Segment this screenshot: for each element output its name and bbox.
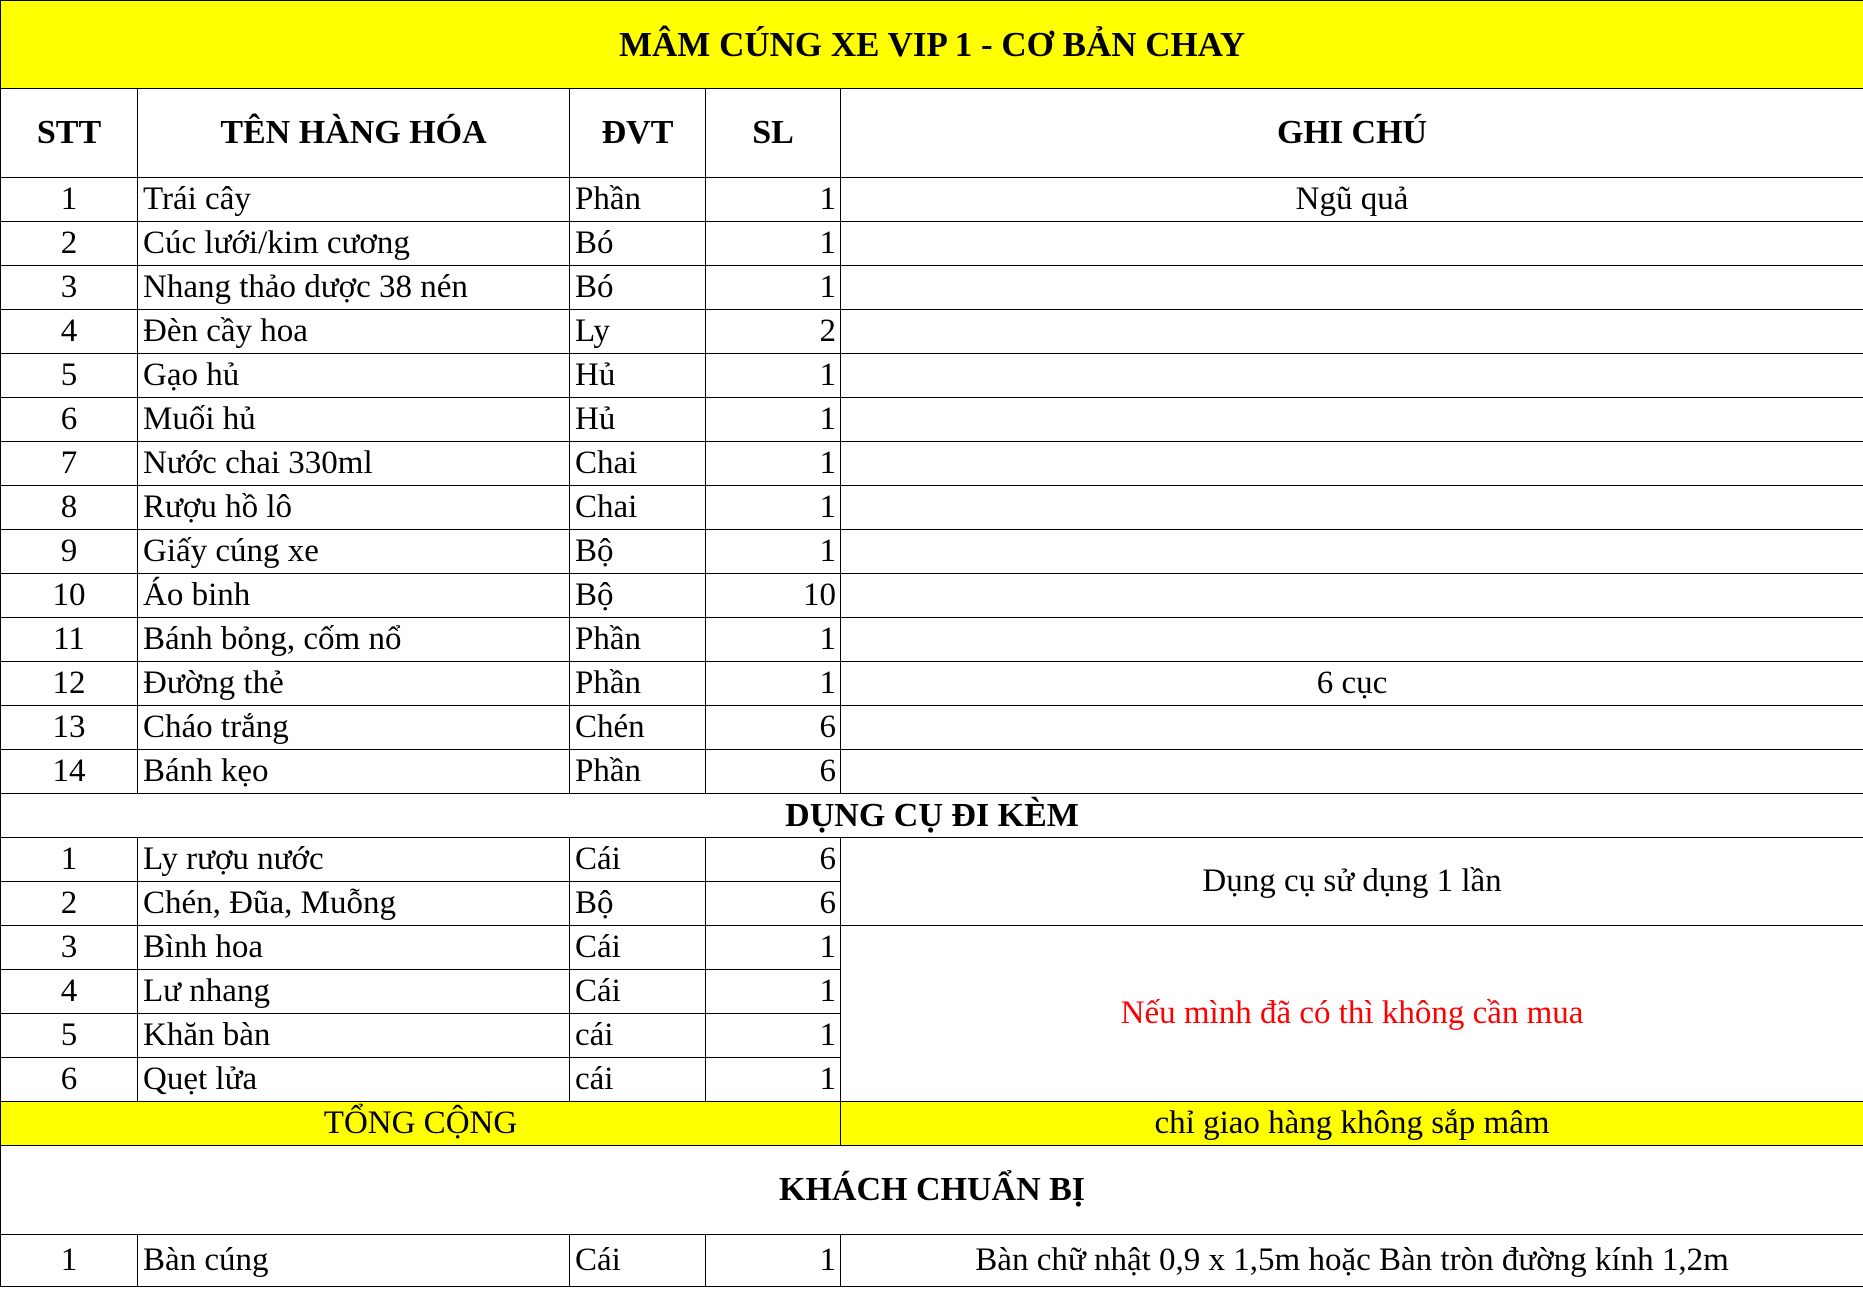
table-row	[1, 178, 1863, 222]
cell-note	[841, 266, 1863, 310]
cell-note: Ngũ quả	[841, 178, 1863, 222]
note-single-use: Dụng cụ sử dụng 1 lần	[841, 838, 1863, 926]
cell-note	[841, 310, 1863, 354]
cell-stt: 6	[1, 1058, 138, 1102]
note-optional: Nếu mình đã có thì không cần mua	[841, 926, 1863, 1102]
table-row	[1, 266, 1863, 310]
cell-name: Khăn bàn	[138, 1014, 570, 1058]
cell-unit: Bộ	[570, 574, 706, 618]
cell-qty: 6	[706, 838, 841, 882]
cell-stt: 1	[1, 178, 138, 222]
cell-name: Đèn cầy hoa	[138, 310, 570, 354]
cell-stt: 6	[1, 398, 138, 442]
cell-qty: 1	[706, 354, 841, 398]
cell-note	[841, 706, 1863, 750]
cell-qty: 1	[706, 178, 841, 222]
cell-name: Nước chai 330ml	[138, 442, 570, 486]
table-row	[1, 750, 1863, 794]
header-row	[1, 89, 1863, 178]
total-label: TỔNG CỘNG	[1, 1102, 841, 1146]
cell-note	[841, 354, 1863, 398]
cell-name: Áo binh	[138, 574, 570, 618]
cell-name: Ly rượu nước	[138, 838, 570, 882]
title-row	[1, 1, 1863, 89]
cell-qty: 1	[706, 1235, 841, 1287]
cell-qty: 1	[706, 926, 841, 970]
table-row	[1, 706, 1863, 750]
cell-unit: Chén	[570, 706, 706, 750]
cell-qty: 1	[706, 442, 841, 486]
cell-stt: 2	[1, 882, 138, 926]
table-row	[1, 662, 1863, 706]
cell-qty: 2	[706, 310, 841, 354]
cell-unit: cái	[570, 1058, 706, 1102]
cell-unit: Bó	[570, 266, 706, 310]
cell-qty: 1	[706, 1058, 841, 1102]
sheet-title: MÂM CÚNG XE VIP 1 - CƠ BẢN CHAY	[1, 1, 1863, 89]
tools-section-title: DỤNG CỤ ĐI KÈM	[1, 794, 1863, 838]
cell-stt: 3	[1, 266, 138, 310]
table-row	[1, 926, 1863, 970]
cell-note	[841, 398, 1863, 442]
header-name: TÊN HÀNG HÓA	[138, 89, 570, 178]
cell-qty: 1	[706, 618, 841, 662]
cell-unit: cái	[570, 1014, 706, 1058]
cell-name: Bánh kẹo	[138, 750, 570, 794]
cell-unit: Phần	[570, 662, 706, 706]
cell-name: Chén, Đũa, Muỗng	[138, 882, 570, 926]
cell-unit: Bộ	[570, 530, 706, 574]
cell-unit: Chai	[570, 442, 706, 486]
cell-name: Muối hủ	[138, 398, 570, 442]
customer-section-title: KHÁCH CHUẨN BỊ	[1, 1146, 1863, 1235]
cell-name: Quẹt lửa	[138, 1058, 570, 1102]
table-row	[1, 354, 1863, 398]
cell-unit: Cái	[570, 1235, 706, 1287]
cell-unit: Bộ	[570, 882, 706, 926]
customer-section-row	[1, 1146, 1863, 1235]
cell-stt: 14	[1, 750, 138, 794]
cell-stt: 1	[1, 838, 138, 882]
table-row	[1, 618, 1863, 662]
cell-stt: 10	[1, 574, 138, 618]
cell-note: Bàn chữ nhật 0,9 x 1,5m hoặc Bàn tròn đường kính 1,2m	[841, 1235, 1863, 1287]
header-stt: STT	[1, 89, 138, 178]
cell-note	[841, 486, 1863, 530]
table-row	[1, 442, 1863, 486]
header-qty: SL	[706, 89, 841, 178]
cell-qty: 1	[706, 222, 841, 266]
cell-stt: 4	[1, 310, 138, 354]
cell-unit: Hủ	[570, 354, 706, 398]
cell-note	[841, 530, 1863, 574]
cell-note	[841, 574, 1863, 618]
table-row	[1, 398, 1863, 442]
cell-qty: 1	[706, 398, 841, 442]
cell-stt: 13	[1, 706, 138, 750]
cell-note	[841, 442, 1863, 486]
cell-unit: Ly	[570, 310, 706, 354]
cell-stt: 2	[1, 222, 138, 266]
cell-unit: Bó	[570, 222, 706, 266]
cell-qty: 1	[706, 970, 841, 1014]
cell-unit: Phần	[570, 178, 706, 222]
cell-qty: 1	[706, 662, 841, 706]
cell-name: Giấy cúng xe	[138, 530, 570, 574]
header-note: GHI CHÚ	[841, 89, 1863, 178]
header-unit: ĐVT	[570, 89, 706, 178]
total-row	[1, 1102, 1863, 1146]
cell-qty: 10	[706, 574, 841, 618]
tools-section-row	[1, 794, 1863, 838]
cell-unit: Chai	[570, 486, 706, 530]
cell-stt: 1	[1, 1235, 138, 1287]
cell-name: Lư nhang	[138, 970, 570, 1014]
cell-stt: 12	[1, 662, 138, 706]
cell-qty: 1	[706, 266, 841, 310]
cell-name: Bình hoa	[138, 926, 570, 970]
cell-qty: 1	[706, 530, 841, 574]
cell-name: Đường thẻ	[138, 662, 570, 706]
cell-unit: Cái	[570, 970, 706, 1014]
cell-stt: 7	[1, 442, 138, 486]
cell-stt: 8	[1, 486, 138, 530]
cell-qty: 6	[706, 706, 841, 750]
table-row	[1, 1235, 1863, 1287]
table-row	[1, 574, 1863, 618]
cell-stt: 5	[1, 354, 138, 398]
cell-stt: 5	[1, 1014, 138, 1058]
cell-note: 6 cục	[841, 662, 1863, 706]
cell-unit: Cái	[570, 926, 706, 970]
table-row	[1, 222, 1863, 266]
cell-name: Bàn cúng	[138, 1235, 570, 1287]
table-row	[1, 486, 1863, 530]
cell-stt: 11	[1, 618, 138, 662]
cell-stt: 9	[1, 530, 138, 574]
cell-name: Rượu hồ lô	[138, 486, 570, 530]
cell-qty: 6	[706, 882, 841, 926]
cell-qty: 6	[706, 750, 841, 794]
cell-note	[841, 618, 1863, 662]
cell-name: Bánh bỏng, cốm nổ	[138, 618, 570, 662]
cell-unit: Phần	[570, 750, 706, 794]
cell-name: Trái cây	[138, 178, 570, 222]
cell-name: Cháo trắng	[138, 706, 570, 750]
cell-name: Gạo hủ	[138, 354, 570, 398]
cell-unit: Phần	[570, 618, 706, 662]
table-row	[1, 310, 1863, 354]
table-row	[1, 838, 1863, 882]
total-note: chỉ giao hàng không sắp mâm	[841, 1102, 1863, 1146]
cell-stt: 3	[1, 926, 138, 970]
cell-unit: Hủ	[570, 398, 706, 442]
cell-stt: 4	[1, 970, 138, 1014]
cell-note	[841, 222, 1863, 266]
cell-qty: 1	[706, 486, 841, 530]
cell-qty: 1	[706, 1014, 841, 1058]
cell-unit: Cái	[570, 838, 706, 882]
cell-note	[841, 750, 1863, 794]
table-row	[1, 530, 1863, 574]
cell-name: Cúc lưới/kim cương	[138, 222, 570, 266]
cell-name: Nhang thảo dược 38 nén	[138, 266, 570, 310]
